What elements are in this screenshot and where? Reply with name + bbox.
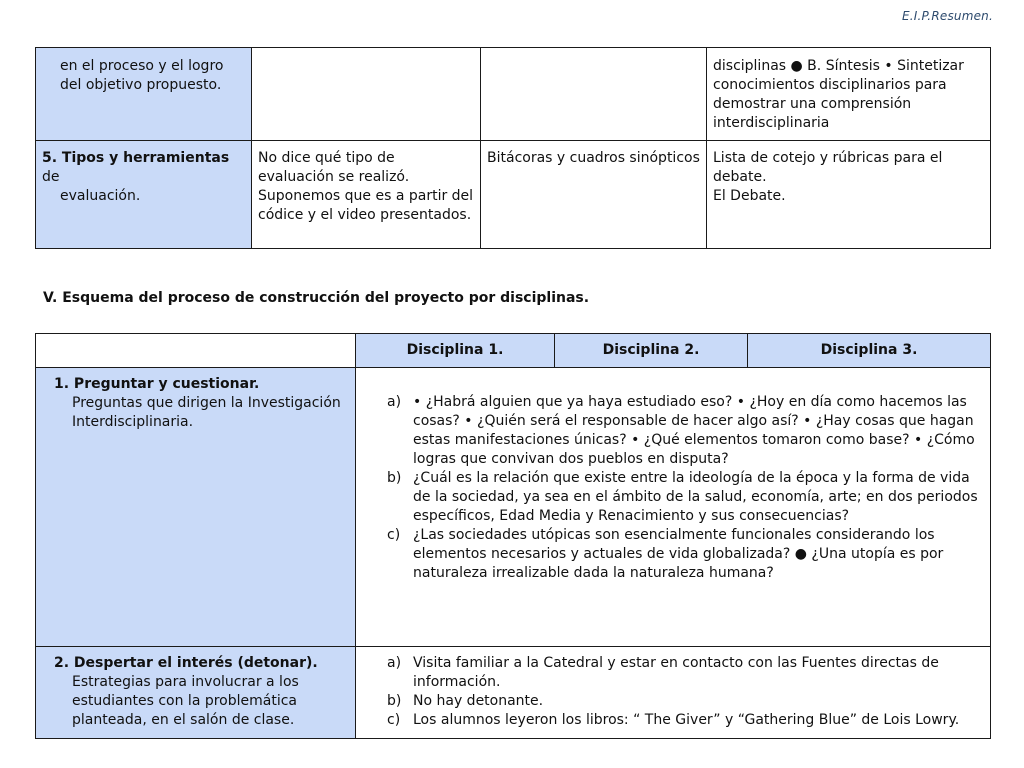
table-cell	[707, 48, 991, 141]
cell-text	[481, 48, 706, 56]
cell-text: disciplinas ● B. Síntesis • Sintetizar conocimientos disciplinarios para demostrar una comprensión interdisciplinaria	[713, 58, 964, 131]
list-text: • ¿Habrá alguien que ya haya estudiado eso? • ¿Hoy en día como hacemos las cosas? • ¿Quién será el responsable de hacer algo así? • ¿Hay cosas que hagan estas manifestaciones únicas? • ¿Qué elementos tomaron como base? • ¿Cómo logras que convivan dos pueblos en disputa?	[413, 394, 975, 467]
list-text: Los alumnos leyeron los libros: “ The Giver” y “Gathering Blue” de Lois Lowry.	[413, 712, 960, 728]
document-header-tag: E.I.P.Resumen.	[901, 9, 993, 23]
list-marker: c)	[387, 712, 401, 728]
row-heading	[36, 647, 355, 730]
row-label	[36, 141, 251, 206]
list-item	[387, 469, 982, 526]
table-row	[36, 368, 991, 647]
list-item	[387, 393, 982, 469]
row-description: Estrategias para involucrar a los estudiantes con la problemática planteada, en el salón de clase.	[72, 674, 299, 728]
cell-text	[252, 48, 480, 56]
cell-line: Lista de cotejo y rúbricas para el debate.	[713, 150, 943, 185]
question-list	[387, 393, 982, 583]
table-cell	[252, 48, 481, 141]
header-disciplina-1: Disciplina 1.	[356, 334, 555, 368]
disciplines-table	[35, 333, 991, 739]
table-row	[36, 141, 991, 249]
list-marker: a)	[387, 394, 402, 410]
table-cell	[36, 48, 252, 141]
cell-text: No dice qué tipo de evaluación se realizó. Suponemos que es a partir del códice y el video presentados.	[258, 150, 474, 223]
strategy-list	[387, 654, 982, 730]
row-title: 2. Despertar el interés (detonar).	[54, 655, 318, 671]
list-item	[387, 711, 982, 730]
header-disciplina-2: Disciplina 2.	[555, 334, 748, 368]
row-label-rest: de	[42, 169, 60, 185]
section-title: V. Esquema del proceso de construcción del proyecto por disciplinas.	[43, 290, 590, 306]
row-label-line2: evaluación.	[60, 188, 141, 204]
list-text: Visita familiar a la Catedral y estar en contacto con las Fuentes directas de información.	[413, 655, 939, 690]
table-cell	[356, 368, 991, 647]
table-cell	[356, 647, 991, 739]
table-cell	[481, 48, 707, 141]
row-description: Preguntas que dirigen la Investigación Interdisciplinaria.	[72, 395, 341, 430]
table-header-row	[36, 334, 991, 368]
list-marker: b)	[387, 693, 402, 709]
list-item	[387, 654, 982, 692]
table-row	[36, 48, 991, 141]
table-cell	[36, 141, 252, 249]
table-cell	[252, 141, 481, 249]
list-text: No hay detonante.	[413, 693, 544, 709]
list-item	[387, 692, 982, 711]
list-item	[387, 526, 982, 583]
list-text: ¿Las sociedades utópicas son esencialmente funcionales considerando los elementos necesarios y actuales de vida globalizada? ● ¿Una utopía es por naturaleza irrealizable dada la naturaleza humana?	[413, 527, 944, 581]
row-label-bold: 5. Tipos y herramientas	[42, 150, 230, 166]
row-heading	[36, 368, 355, 432]
list-marker: b)	[387, 470, 402, 486]
header-cell-empty	[36, 334, 356, 368]
list-text: ¿Cuál es la relación que existe entre la ideología de la época y la forma de vida de la sociedad, ya sea en el ámbito de la salud, economía, arte; en dos periodos específicos, Edad Media y Renacimiento y sus consecuencias?	[413, 470, 978, 524]
table-cell	[707, 141, 991, 249]
row-title: 1. Preguntar y cuestionar.	[54, 376, 260, 392]
cell-line: El Debate.	[713, 188, 786, 204]
cell-text: Bitácoras y cuadros sinópticos	[487, 150, 700, 166]
row-label: en el proceso y el logro del objetivo propuesto.	[60, 58, 224, 93]
list-marker: c)	[387, 527, 401, 543]
cell-text	[707, 141, 990, 206]
table-cell	[481, 141, 707, 249]
table-row	[36, 647, 991, 739]
table-cell	[36, 368, 356, 647]
list-marker: a)	[387, 655, 402, 671]
evaluation-table	[35, 47, 991, 249]
table-cell	[36, 647, 356, 739]
header-disciplina-3: Disciplina 3.	[748, 334, 991, 368]
